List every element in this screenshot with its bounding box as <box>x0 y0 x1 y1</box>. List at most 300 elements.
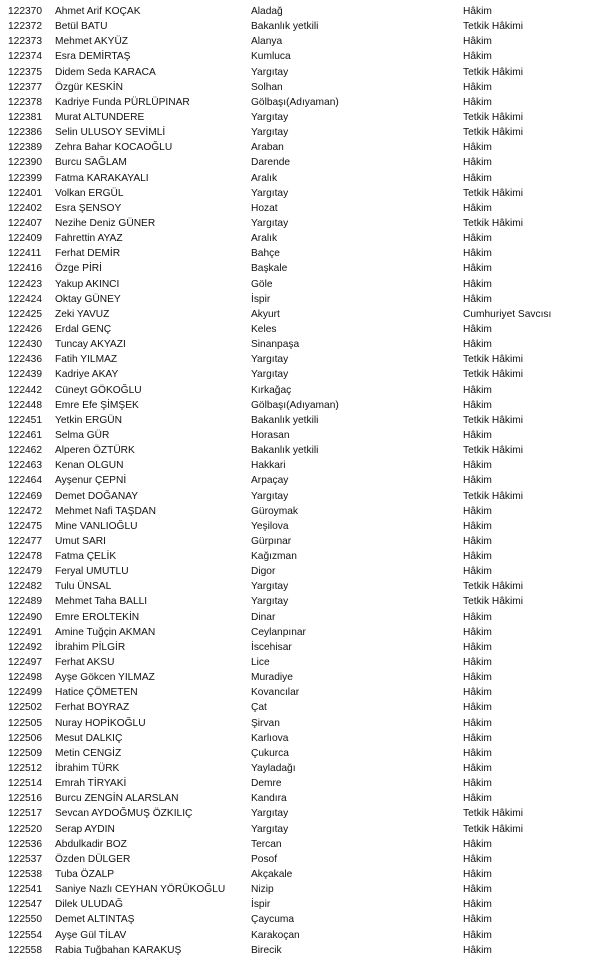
registry-number: 122498 <box>8 672 42 684</box>
registry-number: 122448 <box>8 399 42 411</box>
table-row <box>0 186 600 201</box>
assignment-place: Gölbaşı(Adıyaman) <box>251 96 339 108</box>
position-title: Hâkim <box>463 505 492 517</box>
table-row <box>0 731 600 746</box>
person-name: Selma GÜR <box>55 429 110 441</box>
table-row <box>0 110 600 125</box>
assignment-place: Yargıtay <box>251 823 289 835</box>
registry-number: 122426 <box>8 323 42 335</box>
assignment-place: Keles <box>251 323 277 335</box>
position-title: Tetkik Hâkimi <box>463 354 523 366</box>
assignment-place: Gürpınar <box>251 535 292 547</box>
registry-number: 122464 <box>8 475 42 487</box>
table-row <box>0 473 600 488</box>
position-title: Hâkim <box>463 732 492 744</box>
position-title: Hâkim <box>463 384 492 396</box>
person-name: Betül BATU <box>55 21 108 33</box>
table-row <box>0 443 600 458</box>
registry-number: 122386 <box>8 127 42 139</box>
registry-number: 122463 <box>8 460 42 472</box>
table-row <box>0 4 600 19</box>
table-row <box>0 458 600 473</box>
table-row <box>0 19 600 34</box>
registry-number: 122373 <box>8 36 42 48</box>
position-title: Tetkik Hâkimi <box>463 217 523 229</box>
person-name: Demet ALTINTAŞ <box>55 914 135 926</box>
person-name: Metin CENGİZ <box>55 747 122 759</box>
table-row <box>0 822 600 837</box>
registry-number: 122442 <box>8 384 42 396</box>
assignment-place: Yargıtay <box>251 111 289 123</box>
assignment-place: Göle <box>251 278 273 290</box>
person-name: İbrahim TÜRK <box>55 763 120 775</box>
person-name: Emrah TİRYAKİ <box>55 778 127 790</box>
table-row <box>0 700 600 715</box>
person-name: Fatma ÇELİK <box>55 551 117 563</box>
person-name: Sevcan AYDOĞMUŞ ÖZKILIÇ <box>55 808 193 820</box>
registry-number: 122479 <box>8 566 42 578</box>
position-title: Hâkim <box>463 475 492 487</box>
table-row <box>0 579 600 594</box>
registry-number: 122547 <box>8 899 42 911</box>
table-row <box>0 231 600 246</box>
position-title: Hâkim <box>463 838 492 850</box>
assignment-place: Kumluca <box>251 51 291 63</box>
assignment-place: Bakanlık yetkili <box>251 21 319 33</box>
registry-number: 122375 <box>8 66 42 78</box>
person-name: Esra DEMİRTAŞ <box>55 51 131 63</box>
position-title: Tetkik Hâkimi <box>463 369 523 381</box>
assignment-place: Yargıtay <box>251 187 289 199</box>
person-name: Kadriye Funda PÜRLÜPINAR <box>55 96 190 108</box>
position-title: Hâkim <box>463 36 492 48</box>
position-title: Hâkim <box>463 157 492 169</box>
table-row <box>0 625 600 640</box>
position-title: Cumhuriyet Savcısı <box>463 308 552 320</box>
assignment-place: Aralık <box>251 233 278 245</box>
registry-number: 122370 <box>8 6 42 17</box>
position-title: Hâkim <box>463 717 492 729</box>
assignment-place: Kovancılar <box>251 687 300 699</box>
table-row <box>0 655 600 670</box>
registry-number: 122430 <box>8 339 42 351</box>
assignment-place: Karakoçan <box>251 929 300 941</box>
assignment-place: Başkale <box>251 263 288 275</box>
assignment-place: Şirvan <box>251 717 280 729</box>
registry-number: 122478 <box>8 551 42 563</box>
table-row <box>0 610 600 625</box>
assignment-place: Yargıtay <box>251 354 289 366</box>
table-row <box>0 912 600 927</box>
registry-number: 122506 <box>8 732 42 744</box>
registry-number: 122372 <box>8 21 42 33</box>
position-title: Hâkim <box>463 747 492 759</box>
assignment-place: Gölbaşı(Adıyaman) <box>251 399 339 411</box>
table-row <box>0 155 600 170</box>
assignment-place: Demre <box>251 778 282 790</box>
person-name: Özden DÜLGER <box>55 853 131 865</box>
person-name: Burcu ZENGİN ALARSLAN <box>55 793 179 805</box>
person-name: Feryal UMUTLU <box>55 566 129 578</box>
registry-number: 122469 <box>8 490 42 502</box>
position-title: Tetkik Hâkimi <box>463 490 523 502</box>
table-row <box>0 716 600 731</box>
person-name: Ayşenur ÇEPNİ <box>55 475 127 487</box>
position-title: Hâkim <box>463 51 492 63</box>
person-name: Ayşe Gül TİLAV <box>55 929 127 941</box>
assignment-place: İscehisar <box>251 641 292 653</box>
person-name: Fatma KARAKAYALI <box>55 172 149 184</box>
person-name: Ayşe Gökcen YILMAZ <box>55 672 155 684</box>
person-name: Mehmet Nafi TAŞDAN <box>55 505 156 517</box>
position-title: Hâkim <box>463 944 492 956</box>
position-title: Hâkim <box>463 172 492 184</box>
table-row <box>0 352 600 367</box>
registry-number: 122374 <box>8 51 42 63</box>
person-name: Ferhat AKSU <box>55 657 115 669</box>
person-name: Alperen ÖZTÜRK <box>55 445 135 457</box>
assignment-place: Alanya <box>251 36 283 48</box>
table-row <box>0 261 600 276</box>
assignment-place: Yargıtay <box>251 808 289 820</box>
table-row <box>0 549 600 564</box>
table-row <box>0 943 600 958</box>
table-row <box>0 80 600 95</box>
person-name: Ahmet Arif KOÇAK <box>55 6 141 17</box>
person-name: Kenan OLGUN <box>55 460 124 472</box>
person-name: Fatih YILMAZ <box>55 354 118 366</box>
registry-number: 122462 <box>8 445 42 457</box>
assignment-place: Nizip <box>251 884 274 896</box>
table-row <box>0 928 600 943</box>
assignment-place: Horasan <box>251 429 290 441</box>
position-title: Hâkim <box>463 853 492 865</box>
person-name: Mesut DALKIÇ <box>55 732 123 744</box>
table-row <box>0 140 600 155</box>
assignment-place: Lice <box>251 657 270 669</box>
person-name: Özgür KESKİN <box>55 81 123 93</box>
registry-number: 122475 <box>8 520 42 532</box>
table-row <box>0 34 600 49</box>
assignment-place: Kandıra <box>251 793 287 805</box>
registry-number: 122490 <box>8 611 42 623</box>
registry-number: 122416 <box>8 263 42 275</box>
registry-number: 122390 <box>8 157 42 169</box>
registry-number: 122477 <box>8 535 42 547</box>
registry-number: 122461 <box>8 429 42 441</box>
assignment-place: Araban <box>251 142 284 154</box>
position-title: Tetkik Hâkimi <box>463 187 523 199</box>
position-title: Hâkim <box>463 96 492 108</box>
person-name: Nezihe Deniz GÜNER <box>55 217 156 229</box>
registry-number: 122424 <box>8 293 42 305</box>
person-name: Volkan ERGÜL <box>55 187 124 199</box>
assignment-place: Yargıtay <box>251 596 289 608</box>
table-row <box>0 413 600 428</box>
table-row <box>0 49 600 64</box>
person-name: Mehmet Taha BALLI <box>55 596 148 608</box>
registry-number: 122536 <box>8 838 42 850</box>
person-name: Fahrettin AYAZ <box>55 233 123 245</box>
position-title: Hâkim <box>463 672 492 684</box>
assignment-place: Hozat <box>251 202 278 214</box>
registry-number: 122409 <box>8 233 42 245</box>
position-title: Hâkim <box>463 657 492 669</box>
position-title: Hâkim <box>463 339 492 351</box>
position-title: Hâkim <box>463 263 492 275</box>
table-row <box>0 428 600 443</box>
registry-number: 122499 <box>8 687 42 699</box>
person-name: Umut SARI <box>55 535 106 547</box>
person-name: Demet DOĞANAY <box>55 490 139 502</box>
position-title: Hâkim <box>463 641 492 653</box>
person-name: Murat ALTUNDERE <box>55 111 145 123</box>
assignment-place: Çaycuma <box>251 914 295 926</box>
position-title: Hâkim <box>463 793 492 805</box>
assignment-place: Çukurca <box>251 747 289 759</box>
registry-number: 122399 <box>8 172 42 184</box>
assignment-place: Arpaçay <box>251 475 289 487</box>
position-title: Tetkik Hâkimi <box>463 445 523 457</box>
registry-number: 122514 <box>8 778 42 790</box>
position-title: Hâkim <box>463 6 492 17</box>
position-title: Hâkim <box>463 520 492 532</box>
person-name: Yakup AKINCI <box>55 278 120 290</box>
table-row <box>0 897 600 912</box>
position-title: Hâkim <box>463 551 492 563</box>
table-row <box>0 65 600 80</box>
table-row <box>0 201 600 216</box>
person-name: Tulu ÜNSAL <box>55 581 112 593</box>
position-title: Tetkik Hâkimi <box>463 808 523 820</box>
registry-number: 122541 <box>8 884 42 896</box>
person-name: Zehra Bahar KOCAOĞLU <box>55 142 173 154</box>
assignment-place: Yargıtay <box>251 490 289 502</box>
position-title: Hâkim <box>463 429 492 441</box>
registry-number: 122377 <box>8 81 42 93</box>
position-title: Hâkim <box>463 687 492 699</box>
person-name: Özge PİRİ <box>55 263 102 275</box>
registry-number: 122537 <box>8 853 42 865</box>
table-row <box>0 746 600 761</box>
position-title: Tetkik Hâkimi <box>463 21 523 33</box>
person-name: Tuba ÖZALP <box>55 869 115 881</box>
table-row <box>0 640 600 655</box>
registry-number: 122411 <box>8 248 42 260</box>
registry-number: 122402 <box>8 202 42 214</box>
registry-number: 122482 <box>8 581 42 593</box>
position-title: Hâkim <box>463 399 492 411</box>
position-title: Hâkim <box>463 929 492 941</box>
position-title: Hâkim <box>463 899 492 911</box>
assignment-place: Tercan <box>251 838 282 850</box>
assignment-place: Yargıtay <box>251 217 289 229</box>
table-row <box>0 534 600 549</box>
assignment-place: Darende <box>251 157 291 169</box>
registry-number: 122538 <box>8 869 42 881</box>
position-title: Hâkim <box>463 611 492 623</box>
assignment-place: Bakanlık yetkili <box>251 414 319 426</box>
position-title: Hâkim <box>463 763 492 775</box>
registry-number: 122558 <box>8 944 42 956</box>
position-title: Tetkik Hâkimi <box>463 111 523 123</box>
registry-number: 122517 <box>8 808 42 820</box>
person-name: Burcu SAĞLAM <box>55 157 127 169</box>
table-row <box>0 171 600 186</box>
table-row <box>0 277 600 292</box>
registry-number: 122378 <box>8 96 42 108</box>
person-name: Mehmet AKYÜZ <box>55 36 129 48</box>
assignment-place: Birecik <box>251 944 282 956</box>
position-title: Hâkim <box>463 702 492 714</box>
person-name: Kadriye AKAY <box>55 369 119 381</box>
table-row <box>0 95 600 110</box>
position-title: Tetkik Hâkimi <box>463 823 523 835</box>
registry-number: 122401 <box>8 187 42 199</box>
person-name: Cüneyt GÖKOĞLU <box>55 384 142 396</box>
position-title: Hâkim <box>463 81 492 93</box>
table-row <box>0 489 600 504</box>
position-title: Hâkim <box>463 566 492 578</box>
assignment-place: İspir <box>251 293 271 305</box>
registry-number: 122554 <box>8 929 42 941</box>
person-name: Saniye Nazlı CEYHAN YÖRÜKOĞLU <box>55 884 226 896</box>
table-row <box>0 398 600 413</box>
position-title: Tetkik Hâkimi <box>463 127 523 139</box>
assignment-place: Karlıova <box>251 732 289 744</box>
registry-number: 122492 <box>8 641 42 653</box>
position-title: Tetkik Hâkimi <box>463 596 523 608</box>
assignment-place: Solhan <box>251 81 283 93</box>
table-row <box>0 504 600 519</box>
assignment-place: Akyurt <box>251 308 280 320</box>
table-row <box>0 564 600 579</box>
registry-number: 122451 <box>8 414 42 426</box>
assignment-place: Yargıtay <box>251 581 289 593</box>
table-row <box>0 761 600 776</box>
table-row <box>0 125 600 140</box>
table-row <box>0 519 600 534</box>
table-row <box>0 337 600 352</box>
table-row <box>0 837 600 852</box>
appointment-list <box>0 4 600 958</box>
position-title: Hâkim <box>463 626 492 638</box>
registry-number: 122423 <box>8 278 42 290</box>
registry-number: 122520 <box>8 823 42 835</box>
position-title: Hâkim <box>463 233 492 245</box>
table-row <box>0 776 600 791</box>
assignment-place: Ceylanpınar <box>251 626 306 638</box>
table-row <box>0 594 600 609</box>
registry-number: 122407 <box>8 217 42 229</box>
table-row <box>0 216 600 231</box>
registry-number: 122381 <box>8 111 42 123</box>
table-row <box>0 307 600 322</box>
position-title: Hâkim <box>463 869 492 881</box>
position-title: Hâkim <box>463 535 492 547</box>
registry-number: 122497 <box>8 657 42 669</box>
assignment-place: Yargıtay <box>251 66 289 78</box>
person-name: Yetkin ERGÜN <box>55 414 122 426</box>
person-name: Esra ŞENSOY <box>55 202 122 214</box>
assignment-place: Sinanpaşa <box>251 339 300 351</box>
position-title: Hâkim <box>463 914 492 926</box>
assignment-place: Yeşilova <box>251 520 289 532</box>
assignment-place: Bahçe <box>251 248 280 260</box>
table-row <box>0 367 600 382</box>
table-row <box>0 852 600 867</box>
position-title: Hâkim <box>463 778 492 790</box>
assignment-place: Aladağ <box>251 6 283 17</box>
person-name: Amine Tuğçin AKMAN <box>55 626 156 638</box>
person-name: Hatice ÇÖMETEN <box>55 687 138 699</box>
assignment-place: Akçakale <box>251 869 293 881</box>
registry-number: 122491 <box>8 626 42 638</box>
table-row <box>0 791 600 806</box>
table-row <box>0 867 600 882</box>
person-name: Nuray HOPİKOĞLU <box>55 717 146 729</box>
registry-number: 122505 <box>8 717 42 729</box>
registry-number: 122516 <box>8 793 42 805</box>
assignment-place: Kağızman <box>251 551 297 563</box>
assignment-place: Aralık <box>251 172 278 184</box>
person-name: Oktay GÜNEY <box>55 293 121 305</box>
assignment-place: İspir <box>251 899 271 911</box>
person-name: Ferhat DEMİR <box>55 248 121 260</box>
registry-number: 122550 <box>8 914 42 926</box>
person-name: Rabia Tuğbahan KARAKUŞ <box>55 944 182 956</box>
table-row <box>0 383 600 398</box>
person-name: İbrahim PİLGİR <box>55 641 126 653</box>
position-title: Tetkik Hâkimi <box>463 66 523 78</box>
position-title: Hâkim <box>463 142 492 154</box>
registry-number: 122425 <box>8 308 42 320</box>
assignment-place: Dinar <box>251 611 276 623</box>
person-name: Tuncay AKYAZI <box>55 339 126 351</box>
person-name: Abdulkadir BOZ <box>55 838 127 850</box>
registry-number: 122489 <box>8 596 42 608</box>
assignment-place: Yargıtay <box>251 369 289 381</box>
assignment-place: Yayladağı <box>251 763 296 775</box>
person-name: Ferhat BOYRAZ <box>55 702 130 714</box>
person-name: Erdal GENÇ <box>55 323 112 335</box>
table-row <box>0 322 600 337</box>
position-title: Hâkim <box>463 884 492 896</box>
assignment-place: Güroymak <box>251 505 298 517</box>
assignment-place: Çat <box>251 702 267 714</box>
person-name: Didem Seda KARACA <box>55 66 156 78</box>
registry-number: 122472 <box>8 505 42 517</box>
table-row <box>0 882 600 897</box>
registry-number: 122389 <box>8 142 42 154</box>
person-name: Emre Efe ŞİMŞEK <box>55 399 139 411</box>
assignment-place: Digor <box>251 566 276 578</box>
registry-number: 122436 <box>8 354 42 366</box>
person-name: Emre EROLTEKİN <box>55 611 140 623</box>
person-name: Selin ULUSOY SEVİMLİ <box>55 127 166 139</box>
registry-number: 122512 <box>8 763 42 775</box>
position-title: Hâkim <box>463 460 492 472</box>
position-title: Hâkim <box>463 293 492 305</box>
assignment-place: Bakanlık yetkili <box>251 445 319 457</box>
assignment-place: Yargıtay <box>251 127 289 139</box>
position-title: Tetkik Hâkimi <box>463 581 523 593</box>
assignment-place: Kırkağaç <box>251 384 292 396</box>
position-title: Hâkim <box>463 248 492 260</box>
person-name: Dilek ULUDAĞ <box>55 899 123 911</box>
assignment-place: Hakkari <box>251 460 286 472</box>
registry-number: 122439 <box>8 369 42 381</box>
